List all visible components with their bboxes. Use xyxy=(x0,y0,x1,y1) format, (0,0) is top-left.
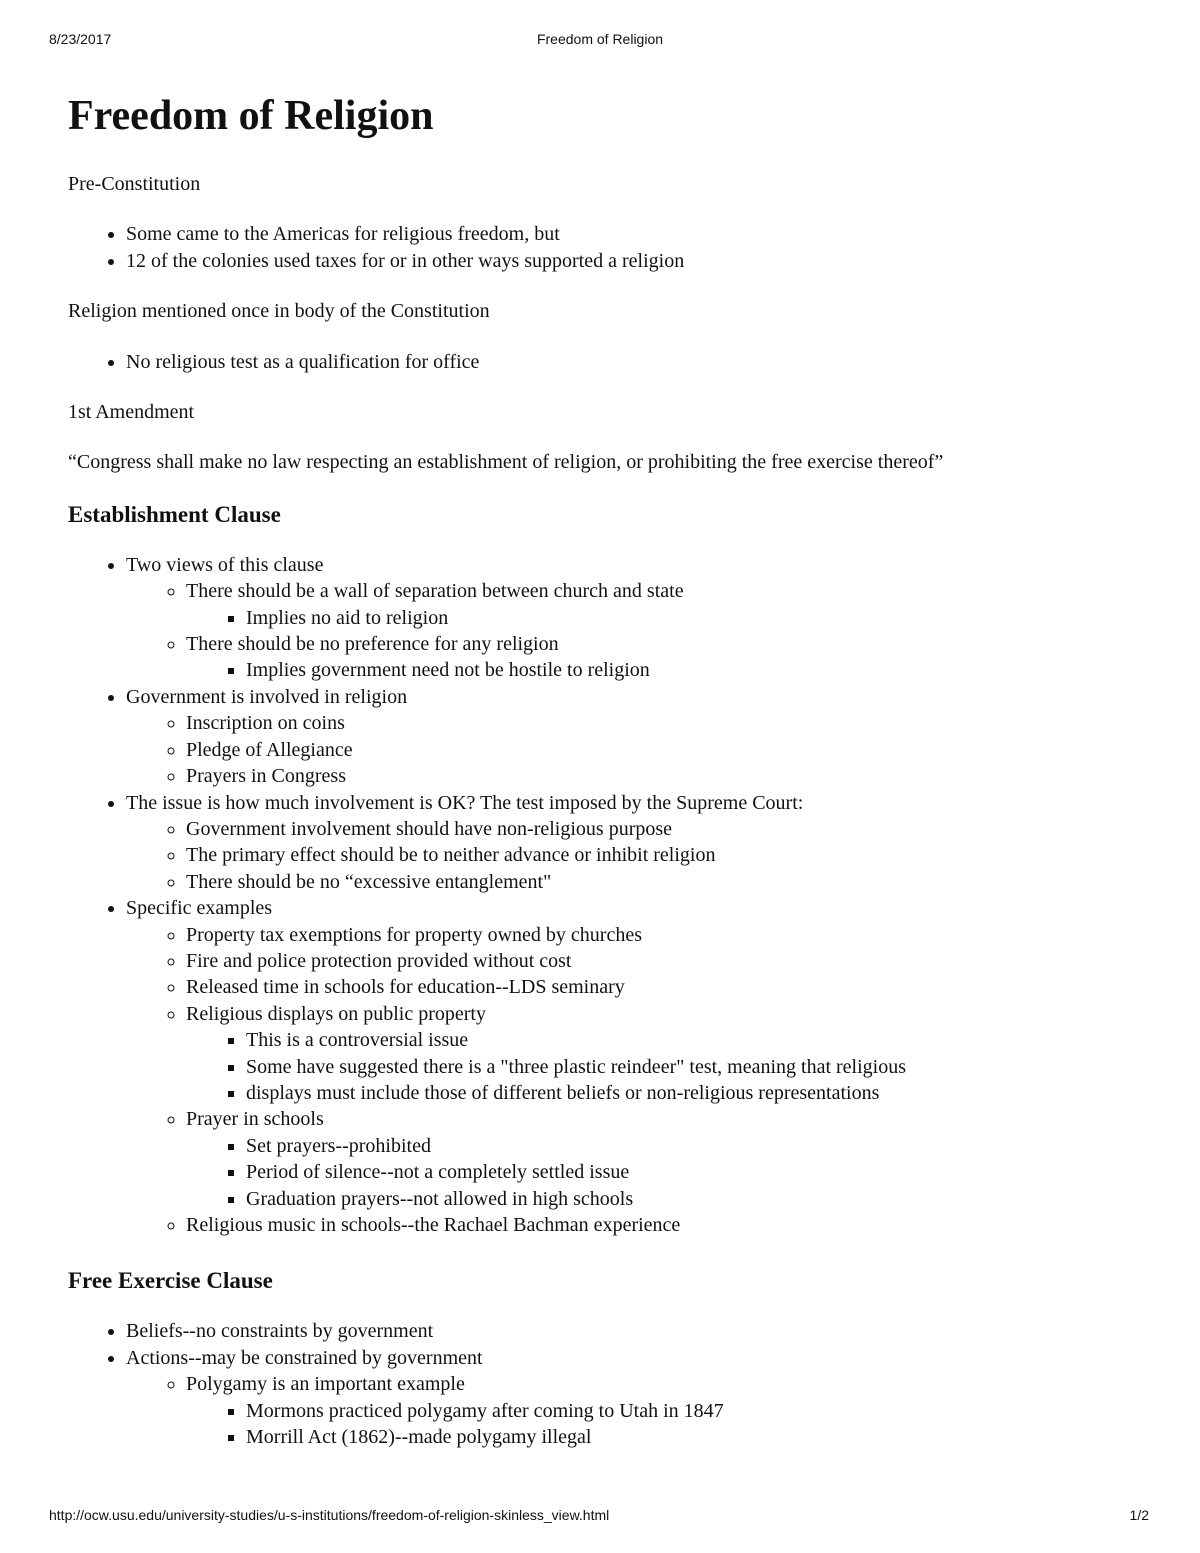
list-item: ▪ Implies no aid to religion xyxy=(246,605,1148,631)
list-item xyxy=(186,578,1148,631)
list-item xyxy=(126,1345,1148,1451)
list-item-label: Religious displays on public property xyxy=(186,1002,486,1025)
list-item xyxy=(126,684,1148,790)
list-item-label: Government is involved in religion xyxy=(126,685,408,708)
list-item-label: Two views of this clause xyxy=(126,553,324,576)
two-views-list xyxy=(126,578,1148,684)
list-item: ◦ There should be no “excessive entanglement" xyxy=(186,869,1148,895)
list-item-label: Prayer in schools xyxy=(186,1108,324,1131)
free-exercise-clause-heading: Free Exercise Clause xyxy=(68,1268,273,1294)
list-item-label: There should be a wall of separation between church and state xyxy=(186,580,684,603)
first-amendment-heading: 1st Amendment xyxy=(68,401,195,424)
list-item: ◦ Fire and police protection provided without cost xyxy=(186,948,1148,974)
prayer-sublist xyxy=(186,1133,1148,1212)
constitution-body-list xyxy=(68,349,1148,375)
list-item: ◦ Pledge of Allegiance xyxy=(186,737,1148,763)
pre-constitution-list xyxy=(68,221,1148,274)
page-title: Freedom of Religion xyxy=(68,93,434,139)
list-item: ◦ The primary effect should be to neither advance or inhibit religion xyxy=(186,842,1148,868)
no-preference-sublist xyxy=(186,657,1148,683)
actions-sublist xyxy=(126,1371,1148,1450)
list-item xyxy=(186,1106,1148,1212)
list-item xyxy=(126,790,1148,896)
list-item: ◦ Property tax exemptions for property owned by churches xyxy=(186,922,1148,948)
issue-list xyxy=(126,816,1148,895)
involved-list xyxy=(126,710,1148,789)
free-exercise-clause-list xyxy=(68,1318,1148,1450)
wall-sublist xyxy=(186,605,1148,631)
displays-sublist xyxy=(186,1027,1148,1106)
list-item: ◦ Religious music in schools--the Rachael Bachman experience xyxy=(186,1212,1148,1238)
polygamy-sublist xyxy=(186,1398,1148,1451)
list-item: • Beliefs--no constraints by government xyxy=(126,1318,1148,1344)
list-item: ▪ This is a controversial issue xyxy=(246,1027,1148,1053)
list-item-label: Specific examples xyxy=(126,897,273,920)
list-item: • 12 of the colonies used taxes for or in other ways supported a religion xyxy=(126,248,1148,274)
print-date: 8/23/2017 xyxy=(49,31,112,47)
print-url: http://ocw.usu.edu/university-studies/u-s-institutions/freedom-of-religion-skinless_view.html xyxy=(49,1507,610,1523)
list-item xyxy=(126,895,1148,1238)
list-item xyxy=(186,1371,1148,1450)
list-item: ▪ Morrill Act (1862)--made polygamy illegal xyxy=(246,1424,1148,1450)
list-item xyxy=(186,631,1148,684)
print-footer xyxy=(0,1507,1200,1525)
list-item: ▪ Graduation prayers--not allowed in high schools xyxy=(246,1186,1148,1212)
establishment-clause-heading: Establishment Clause xyxy=(68,501,281,527)
constitution-body-heading: Religion mentioned once in body of the Constitution xyxy=(68,300,490,323)
list-item: ◦ Released time in schools for education--LDS seminary xyxy=(186,974,1148,1000)
list-item: ◦ Government involvement should have non-religious purpose xyxy=(186,816,1148,842)
list-item: • Some came to the Americas for religious freedom, but xyxy=(126,221,1148,247)
print-title: Freedom of Religion xyxy=(536,31,664,47)
list-item: ◦ Inscription on coins xyxy=(186,710,1148,736)
list-item: ▪ Some have suggested there is a "three plastic reindeer" test, meaning that religious xyxy=(246,1054,1148,1080)
document-body xyxy=(68,85,1148,1474)
page-number: 1/2 xyxy=(1129,1507,1149,1523)
list-item-label: There should be no preference for any religion xyxy=(186,633,559,656)
list-item-label: Polygamy is an important example xyxy=(186,1373,465,1396)
list-item: ▪ Mormons practiced polygamy after coming to Utah in 1847 xyxy=(246,1398,1148,1424)
list-item: ▪ Period of silence--not a completely settled issue xyxy=(246,1159,1148,1185)
list-item: • No religious test as a qualification for office xyxy=(126,349,1148,375)
first-amendment-quote: “Congress shall make no law respecting an establishment of religion, or prohibiting the free exercise thereof” xyxy=(68,451,944,474)
pre-constitution-heading: Pre-Constitution xyxy=(68,173,201,195)
list-item: ◦ Prayers in Congress xyxy=(186,763,1148,789)
list-item xyxy=(126,552,1148,684)
print-header xyxy=(0,31,1200,49)
list-item: ▪ Set prayers--prohibited xyxy=(246,1133,1148,1159)
list-item-label: The issue is how much involvement is OK? The test imposed by the Supreme Court: xyxy=(126,791,804,814)
list-item xyxy=(186,1001,1148,1107)
list-item-label: Actions--may be constrained by government xyxy=(126,1346,483,1369)
establishment-clause-list xyxy=(68,552,1148,1239)
examples-list xyxy=(126,922,1148,1239)
list-item: ▪ displays must include those of different beliefs or non-religious representations xyxy=(246,1080,1148,1106)
list-item: ▪ Implies government need not be hostile to religion xyxy=(246,657,1148,683)
